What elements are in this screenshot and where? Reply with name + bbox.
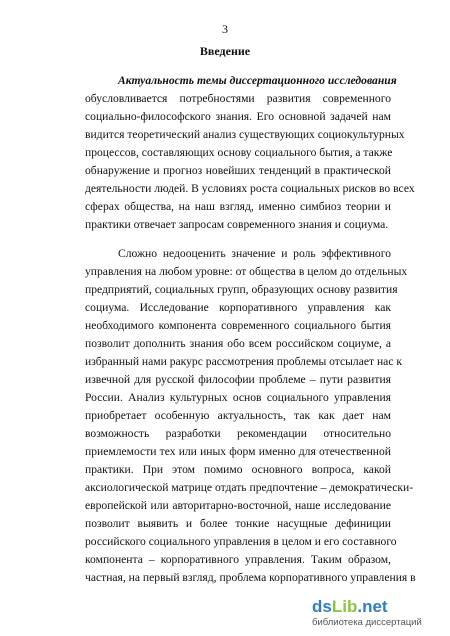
- text-line: обусловливается потребностями развития современного: [85, 92, 391, 105]
- text-line: Сложно недооценить значение и роль эффективного: [118, 247, 391, 260]
- text-line: сферах общества, на наш взгляд, именно симбиоз теории и: [85, 200, 391, 213]
- text-line: необходимого компонента современного социального бытия: [85, 319, 391, 332]
- text-line: извечной для русской философии проблеме – пути развития: [85, 373, 391, 386]
- text-line: социума. Исследование корпоративного управления как: [85, 301, 391, 314]
- text-line: возможность разработки рекомендации относительно: [85, 427, 391, 440]
- text-line: аксиологической матрице отдать предпочтение – демократически-: [85, 481, 414, 494]
- text-line: европейской или авторитарно-восточной, наше исследование: [85, 499, 391, 512]
- text-line: социально-философского знания. Его основной задачей нам: [85, 110, 391, 123]
- text-line: избранный нами ракурс рассмотрения проблемы отсылает нас к: [85, 355, 402, 368]
- text-line: управления на любом уровне: от общества в целом до отдельных: [85, 265, 408, 278]
- watermark-brand-ds: ds: [312, 597, 332, 616]
- text-line: позволит выявить и более тонкие насущные дефиниции: [85, 517, 391, 530]
- text-line: процессов, составляющих основу социального бытия, а также: [85, 146, 393, 159]
- watermark-brand-dot: .: [357, 597, 363, 616]
- text-line: частная, на первый взгляд, проблема корпоративного управления в: [85, 571, 416, 584]
- text-line: позволит дополнить знания обо всем российском социуме, а: [85, 337, 391, 350]
- text-line: компонента – корпоративного управления. Таким образом,: [85, 553, 391, 566]
- text-line: видится теоретический анализ существующих социокультурных: [85, 128, 405, 141]
- text-line: приобретает особенную актуальность, так как дает нам: [85, 409, 391, 422]
- text-line: деятельности людей. В условиях роста социальных рисков во всех: [85, 182, 415, 195]
- text-line: российского социального управления в целом и его составного: [85, 535, 397, 548]
- text-line: практики отвечает запросам современного знания и социума.: [85, 218, 389, 231]
- watermark-brand-net: net: [362, 597, 388, 616]
- section-heading: Введение: [199, 44, 251, 58]
- watermark-brand: [312, 598, 388, 616]
- text-line: обнаружение и прогноз новейших тенденций в практической: [85, 164, 391, 177]
- text-line: приемлемости тех или иных форм именно для отечественной: [85, 445, 391, 458]
- watermark-brand-lib: Lib: [331, 597, 358, 616]
- text-line: предприятий, социальных групп, образующих основу развития: [85, 283, 398, 296]
- text-line: России. Анализ культурных основ социального управления: [85, 391, 391, 404]
- text-line: практики. При этом помимо основного вопроса, какой: [85, 463, 391, 476]
- page-number: 3: [222, 22, 228, 36]
- text-line: Актуальность темы диссертационного исследования: [118, 74, 397, 87]
- watermark-subtitle: библиотека диссертаций: [312, 617, 422, 628]
- watermark-logo[interactable]: [312, 598, 442, 630]
